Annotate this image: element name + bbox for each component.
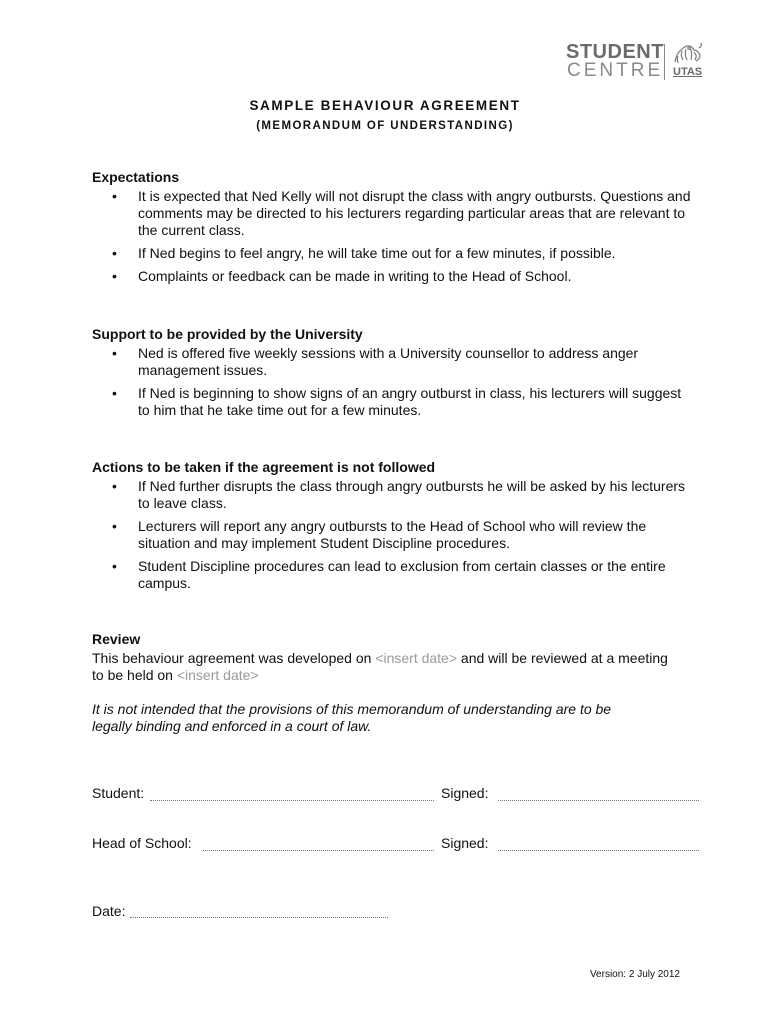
review-heading: Review xyxy=(92,631,141,647)
student-name-field[interactable] xyxy=(150,800,434,801)
date-field[interactable] xyxy=(130,917,388,918)
student-label: Student: xyxy=(92,785,145,801)
student-signature-field[interactable] xyxy=(498,800,699,801)
list-item: • It is expected that Ned Kelly will not disrupt the class with angry outbursts. Questions and comments may be directed to his lecturers regarding particular areas that are relevant to the current class. xyxy=(92,188,692,239)
insert-date-placeholder-2[interactable]: <insert date> xyxy=(176,667,259,683)
document-title: SAMPLE BEHAVIOUR AGREEMENT xyxy=(249,98,521,113)
list-item: • If Ned further disrupts the class through angry outbursts he will be asked by his lecturers to leave class. xyxy=(92,478,692,512)
logo-divider xyxy=(664,44,665,80)
expectations-section xyxy=(92,168,692,291)
student-centre-logo xyxy=(566,42,706,82)
logo-student-text: STUDENT xyxy=(566,41,664,63)
insert-date-placeholder-1[interactable]: <insert date> xyxy=(375,650,458,666)
expectations-heading: Expectations xyxy=(92,169,180,185)
expectations-list xyxy=(92,188,692,285)
head-of-school-name-field[interactable] xyxy=(203,850,434,851)
signed-label-1: Signed: xyxy=(441,785,489,801)
list-item: • Ned is offered five weekly sessions with a University counsellor to address anger management issues. xyxy=(92,345,692,379)
signed-label-2: Signed: xyxy=(441,835,489,851)
review-text xyxy=(92,650,682,684)
head-of-school-signature-field[interactable] xyxy=(498,850,699,851)
date-label: Date: xyxy=(92,903,126,919)
legal-disclaimer: It is not intended that the provisions of this memorandum of understanding are to be legally binding and enforced in a court of law. xyxy=(92,701,612,734)
actions-section xyxy=(92,458,692,598)
support-heading: Support to be provided by the University xyxy=(92,326,363,342)
review-text-part2: and will be reviewed at a meeting to be held on xyxy=(92,650,668,683)
actions-heading: Actions to be taken if the agreement is not followed xyxy=(92,459,436,475)
lion-crest-icon xyxy=(672,42,704,66)
logo-centre-text: CENTRE xyxy=(567,60,664,81)
list-item: • Student Discipline procedures can lead to exclusion from certain classes or the entire campus. xyxy=(92,558,692,592)
review-text-part1: This behaviour agreement was developed on xyxy=(92,650,376,666)
actions-list xyxy=(92,478,692,592)
support-section xyxy=(92,325,692,425)
support-list xyxy=(92,345,692,419)
document-subtitle: (MEMORANDUM OF UNDERSTANDING) xyxy=(256,120,514,132)
list-item: • Lecturers will report any angry outbursts to the Head of School who will review the situation and may implement Student Discipline procedures. xyxy=(92,518,692,552)
list-item: • If Ned is beginning to show signs of an angry outburst in class, his lecturers will suggest to him that he take time out for a few minutes. xyxy=(92,385,692,419)
head-of-school-label: Head of School: xyxy=(92,835,192,851)
review-section xyxy=(92,630,682,684)
version-label: Version: 2 July 2012 xyxy=(589,969,680,980)
list-item: • Complaints or feedback can be made in writing to the Head of School. xyxy=(92,268,692,285)
logo-utas-text: UTAS xyxy=(673,66,703,78)
list-item: • If Ned begins to feel angry, he will take time out for a few minutes, if possible. xyxy=(92,245,692,262)
